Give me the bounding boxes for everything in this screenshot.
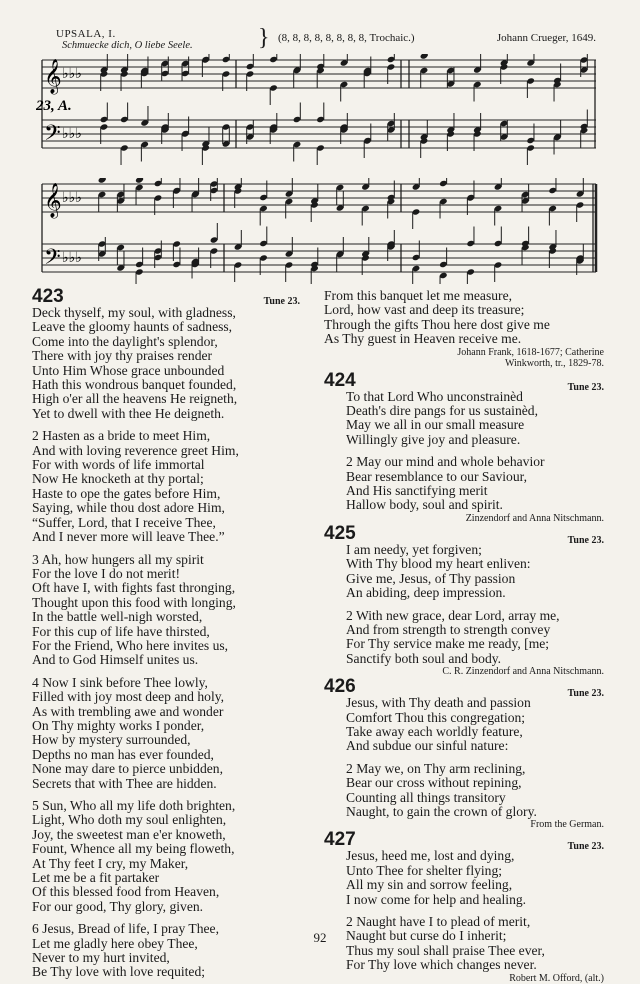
verse-line: 5 Sun, Who all my life doth brighten,	[32, 798, 236, 813]
verse-line: Thus my soul shall praise Thee ever,	[346, 942, 545, 958]
hymn-427: 427 Tune 23. Jesus, heed me, lost and dying, Unto Thee for shelter flying; All my sin and sorrow feeling, I now come for help and healing. 2 Naught have I to plead of merit, Naught but curse do I inherit; Thus my soul shall praise Thee ever, For Thy love which changes never. Robert M. Offord, (alt.)	[324, 829, 604, 984]
verse-line: Light, Who doth my soul enlighten,	[32, 812, 227, 828]
verse-line: Now He knocketh at thy portal;	[32, 471, 204, 487]
svg-text:𝄞: 𝄞	[44, 183, 62, 218]
tune-name: UPSALA, I.	[56, 28, 116, 40]
verse-line: Take away each worldly feature,	[346, 723, 523, 739]
notes-system-2	[98, 178, 585, 284]
verse-line: And subdue our sinful nature:	[346, 738, 509, 754]
svg-text:𝄢: 𝄢	[44, 245, 61, 275]
verse-line: On Thy mighty works I ponder,	[32, 717, 205, 733]
hymn-number: 423	[32, 286, 64, 307]
verse-line: Saying, while thou dost adore Him,	[32, 500, 225, 516]
music-system-2	[36, 178, 602, 284]
verse-line: High o'er all the heavens He reigneth,	[32, 391, 238, 407]
verse-line: None may dare to pierce unbidden,	[32, 761, 223, 777]
verse-line: And from strength to strength convey	[346, 621, 551, 637]
meter: (8, 8, 8, 8, 8, 8, 8, 8, Trochaic.)	[278, 32, 415, 44]
verse-line: Of this blessed food from Heaven,	[32, 884, 220, 900]
verse-line: I now come for help and healing.	[346, 891, 527, 907]
verse-line: There with joy thy praises render	[32, 348, 213, 364]
verse-line: For Thy love which changes never.	[346, 957, 537, 973]
tune-number: 23, A.	[36, 98, 72, 114]
music-system-1	[36, 54, 602, 166]
attribution-423: Johann Frank, 1618-1677; Catherine Winkworth, tr., 1829-78.	[457, 346, 604, 369]
hymn-423-continued	[324, 289, 604, 347]
left-column	[32, 287, 300, 980]
staff-bass-1	[42, 120, 596, 148]
treble-clef-icon: 𝄞	[44, 59, 62, 94]
verse-line: Let me be a fit partaker	[32, 870, 160, 886]
verse-line: An abiding, deep impression.	[346, 585, 506, 601]
verse-line: Unto Thee for shelter flying;	[346, 862, 503, 878]
verse-line: As Thy guest in Heaven receive me.	[324, 331, 522, 347]
verse-line: And to God Himself unites us.	[32, 652, 199, 668]
hymn-425: 425 Tune 23. I am needy, yet forgiven; With Thy blood my heart enliven: Give me, Jesus, of Thy passion An abiding, deep impression. 2 With new grace, dear Lord, array me, And from strength to strength convey For Thy service make me ready, [me; Sanctify both soul and body. C. R. Zinzendorf and Anna Nitschmann.	[324, 522, 604, 678]
verse-line: Leave the gloomy haunts of sadness,	[32, 319, 233, 335]
verse-line: Be Thy love with love requited;	[32, 964, 206, 980]
svg-text:♭♭♭: ♭♭♭	[62, 191, 82, 206]
bass-clef-icon: 𝄢	[44, 121, 61, 151]
verse-line: 3 Ah, how hungers all my spirit	[32, 551, 204, 567]
verse-line: For the love I do not merit!	[32, 565, 180, 581]
verse-line: Naught but curse do I inherit;	[346, 928, 507, 944]
verse-line: In the battle well-nigh worsted,	[32, 609, 203, 625]
verse-line: Joy, the sweetest man e'er knoweth,	[32, 826, 226, 842]
verse-line: May we all in our small measure	[346, 417, 525, 433]
verse-line: Let me gladly here obey Thee,	[32, 935, 198, 951]
verse-line: I am needy, yet forgiven;	[346, 541, 482, 557]
verse-line: With Thy blood my heart enliven:	[346, 556, 531, 572]
verse-line: Fount, Whence all my being floweth,	[32, 841, 235, 857]
verse-line: Comfort Thou this congregation;	[346, 709, 526, 725]
key-flats-bass-icon: ♭♭♭	[62, 127, 82, 142]
verse-line: Never to my hurt invited,	[32, 950, 170, 966]
verse-line: Haste to ope the gates before Him,	[32, 485, 221, 501]
verse-line: 6 Jesus, Bread of life, I pray Thee,	[32, 921, 219, 937]
verse-line: Hath this wondrous banquet founded,	[32, 377, 237, 393]
verse-line: For our good, Thy glory, given.	[32, 898, 204, 914]
page-number: 92	[313, 930, 327, 945]
verse-line: And I never more will leave Thee.”	[32, 529, 225, 545]
verse-line: Willingly give joy and pleasure.	[346, 431, 521, 447]
verse-line: As with trembling awe and wonder	[32, 703, 224, 719]
verse-line: Jesus, with Thy death and passion	[346, 695, 531, 711]
verse-line: Counting all things transitory	[346, 789, 506, 805]
verse-line: Bear resemblance to our Saviour,	[346, 468, 528, 484]
verse-line: Depths no man has ever founded,	[32, 746, 214, 762]
verse-line: 2 Hasten as a bride to meet Him,	[32, 428, 211, 444]
verse-line: To that Lord Who unconstrainèd	[346, 388, 523, 404]
verse-line: Deck thyself, my soul, with gladness,	[32, 305, 236, 320]
verse-line: Give me, Jesus, of Thy passion	[346, 570, 516, 586]
hymn-423	[32, 287, 300, 980]
verse-line: All my sin and sorrow feeling,	[346, 877, 513, 893]
verse-line: 2 May our mind and whole behavior	[346, 454, 545, 470]
verse-line: Naught, to gain the crown of glory.	[346, 803, 537, 819]
tune-ref: Tune 23.	[263, 296, 300, 307]
verse-line: For the Friend, Who here invites us,	[32, 637, 229, 653]
verse-line: Death's dire pangs for us sustainèd,	[346, 403, 538, 419]
hymn-426: 426 Tune 23. Jesus, with Thy death and passion Comfort Thou this congregation; Take away each worldly feature, And subdue our sinful nature: 2 May we, on Thy arm reclining, Bear our cross without repining, Counting all things transitory Naught, to gain the crown of glory. From the German.	[324, 676, 604, 831]
composer: Johann Crueger, 1649.	[496, 32, 596, 44]
verse-line: Lord, how vast and deep its treasure;	[324, 302, 525, 318]
verse-line: Thought upon this food with longing,	[32, 594, 236, 610]
verse-line: Sanctify both soul and body.	[346, 650, 502, 666]
right-column	[324, 289, 604, 984]
verse-line: Jesus, heed me, lost and dying,	[346, 848, 515, 864]
tune-header	[40, 25, 596, 54]
verse-line: 2 May we, on Thy arm reclining,	[346, 760, 526, 776]
verse-line: Through the gifts Thou here dost give me	[324, 316, 550, 332]
hymn-424: 424 Tune 23. To that Lord Who unconstrainèd Death's dire pangs for us sustainèd, May we all in our small measure Willingly give joy and pleasure. 2 May our mind and whole behavior Bear resemblance to our Saviour, And His sanctifying merit Hallow body, soul and spirit. Zinzendorf and Anna Nitschmann.	[324, 369, 604, 524]
verse-line: For this cup of life have thirsted,	[32, 623, 210, 639]
verse-line: At Thy feet I cry, my Maker,	[32, 855, 189, 871]
svg-text:♭♭♭: ♭♭♭	[62, 251, 82, 266]
verse-line: And with loving reverence greet Him,	[32, 442, 239, 458]
key-flats-icon: ♭♭♭	[62, 67, 82, 82]
hymn-lines	[32, 306, 300, 980]
verse-line: Yet to dwell with thee He deigneth.	[32, 405, 225, 421]
verse-line: “Suffer, Lord, that I receive Thee,	[32, 514, 216, 530]
tune-german-title: Schmuecke dich, O liebe Seele.	[62, 40, 193, 51]
verse-line: And His sanctifying merit	[346, 483, 488, 499]
verse-line: Filled with joy most deep and holy,	[32, 689, 225, 705]
verse-line: Secrets that with Thee are hidden.	[32, 775, 217, 791]
verse-line: 2 With new grace, dear Lord, array me,	[346, 607, 560, 623]
verse-line: Bear our cross without repining,	[346, 775, 522, 791]
verse-line: Hallow body, soul and spirit.	[346, 497, 503, 513]
brace: }	[258, 25, 270, 51]
verse-line: 2 Naught have I to plead of merit,	[346, 914, 531, 929]
verse-line: Unto Him Whose grace unbounded	[32, 362, 225, 378]
verse-line: Come into the daylight's splendor,	[32, 333, 218, 349]
verse-line: 4 Now I sink before Thee lowly,	[32, 674, 208, 690]
verse-line: From this banquet let me measure,	[324, 288, 513, 303]
verse-line: For Thy service make me ready, [me;	[346, 636, 550, 652]
verse-line: Oft have I, with fights fast thronging,	[32, 580, 236, 596]
verse-line: How by mystery surrounded,	[32, 732, 191, 748]
verse-line: For with words of life immortal	[32, 457, 205, 473]
